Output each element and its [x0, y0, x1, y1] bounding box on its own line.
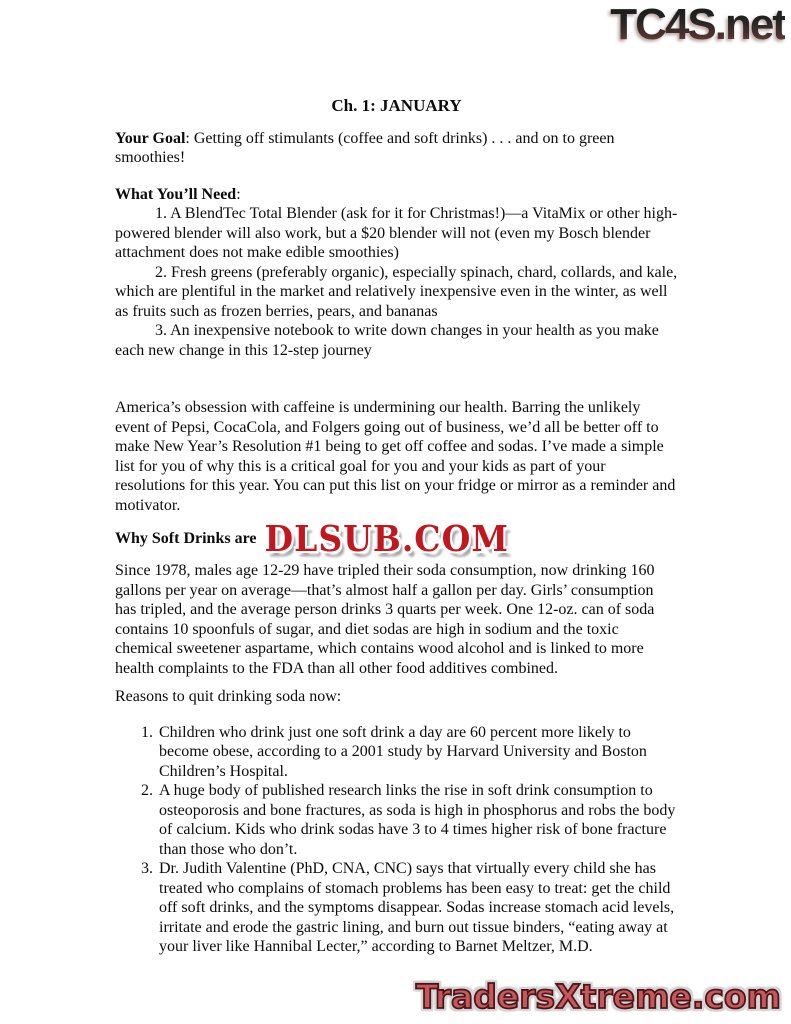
- chapter-title: Ch. 1: JANUARY: [331, 96, 462, 115]
- soda-stats-paragraph: Since 1978, males age 12-29 have tripled their soda consumption, now drinking 160 gallons per year on average—that’s almost half a gallon per day. Girls’ consumption has tripled, and the average person drinks 3 quarts per week. One 12-oz. can of soda contains 10 spoonfuls of sugar, and diet sodas are high in sodium and the toxic chemical sweetener aspartame, which contains wood alcohol and is linked to more health complaints to the FDA than all other food additives combined.: [115, 562, 655, 677]
- caffeine-paragraph: America’s obsession with caffeine is undermining our health. Barring the unlikely event of Pepsi, CocaCola, and Folgers going out of business, we’d all be better off to make New Year’s Resolution #1 being to get off coffee and sodas. I’ve made a simple list for you of why this is a critical goal for you and your kids as part of your resolutions for this year. You can put this list on your fridge or mirror as a reminder and motivator.: [115, 399, 676, 514]
- reason-item-3: 3. Dr. Judith Valentine (PhD, CNA, CNC) says that virtually every child she has treated who complains of stomach problems has been easy to treat: get the child off soft drinks, and the symptoms disappear. Sodas increase stomach acid levels, irritate and erode the gastric lining, and burn out tissue binders, “eating away at your liver like Hannibal Lecter,” according to Barnet Meltzer, M.D.: [157, 859, 678, 957]
- need-heading: [115, 185, 678, 205]
- tradersxtreme-logo: TradersXtreme.com: [415, 977, 781, 1016]
- goal-label: Your Goal: [115, 129, 186, 147]
- need-item-1: 1. A BlendTec Total Blender (ask for it for Christmas!)—a VitaMix or other high-powered blender will also work, but a $20 blender will not (even my Bosch blender attachment does not make edible smoothies): [115, 205, 678, 261]
- goal-text: : Getting off stimulants (coffee and soft drinks) . . . and on to green smoothies!: [115, 129, 615, 166]
- goal-paragraph: [115, 129, 678, 168]
- reasons-list: [115, 723, 678, 957]
- reasons-intro: Reasons to quit drinking soda now:: [115, 688, 342, 705]
- why-soft-drinks-heading: Why Soft Drinks are: [115, 530, 257, 548]
- dlsub-watermark-logo: DLSUB.COM: [264, 517, 509, 560]
- reason-item-2: 2. A huge body of published research links the rise in soft drink consumption to osteoporosis and bone fractures, as soda is high in phosphorus and robs the body of calcium. Kids who drink sodas have 3 to 4 times higher risk of bone fracture than those who don’t.: [157, 781, 678, 859]
- need-item-3: 3. An inexpensive notebook to write down changes in your health as you make each new change in this 12-step journey: [115, 322, 659, 359]
- reason-item-1: 1. Children who drink just one soft drink a day are 60 percent more likely to become obese, according to a 2001 study by Harvard University and Boston Children’s Hospital.: [157, 723, 678, 782]
- need-heading-colon: :: [236, 185, 241, 203]
- why-soft-drinks-heading-row: [115, 518, 678, 560]
- document-page: [115, 0, 678, 957]
- need-item-2: 2. Fresh greens (preferably organic), especially spinach, chard, collards, and kale, which are plentiful in the market and relatively inexpensive even in the winter, as well as fruits such as frozen berries, pears, and bananas: [115, 263, 678, 320]
- tc4s-logo: TC4S.net: [610, 0, 785, 49]
- need-heading-label: What You’ll Need: [115, 185, 237, 203]
